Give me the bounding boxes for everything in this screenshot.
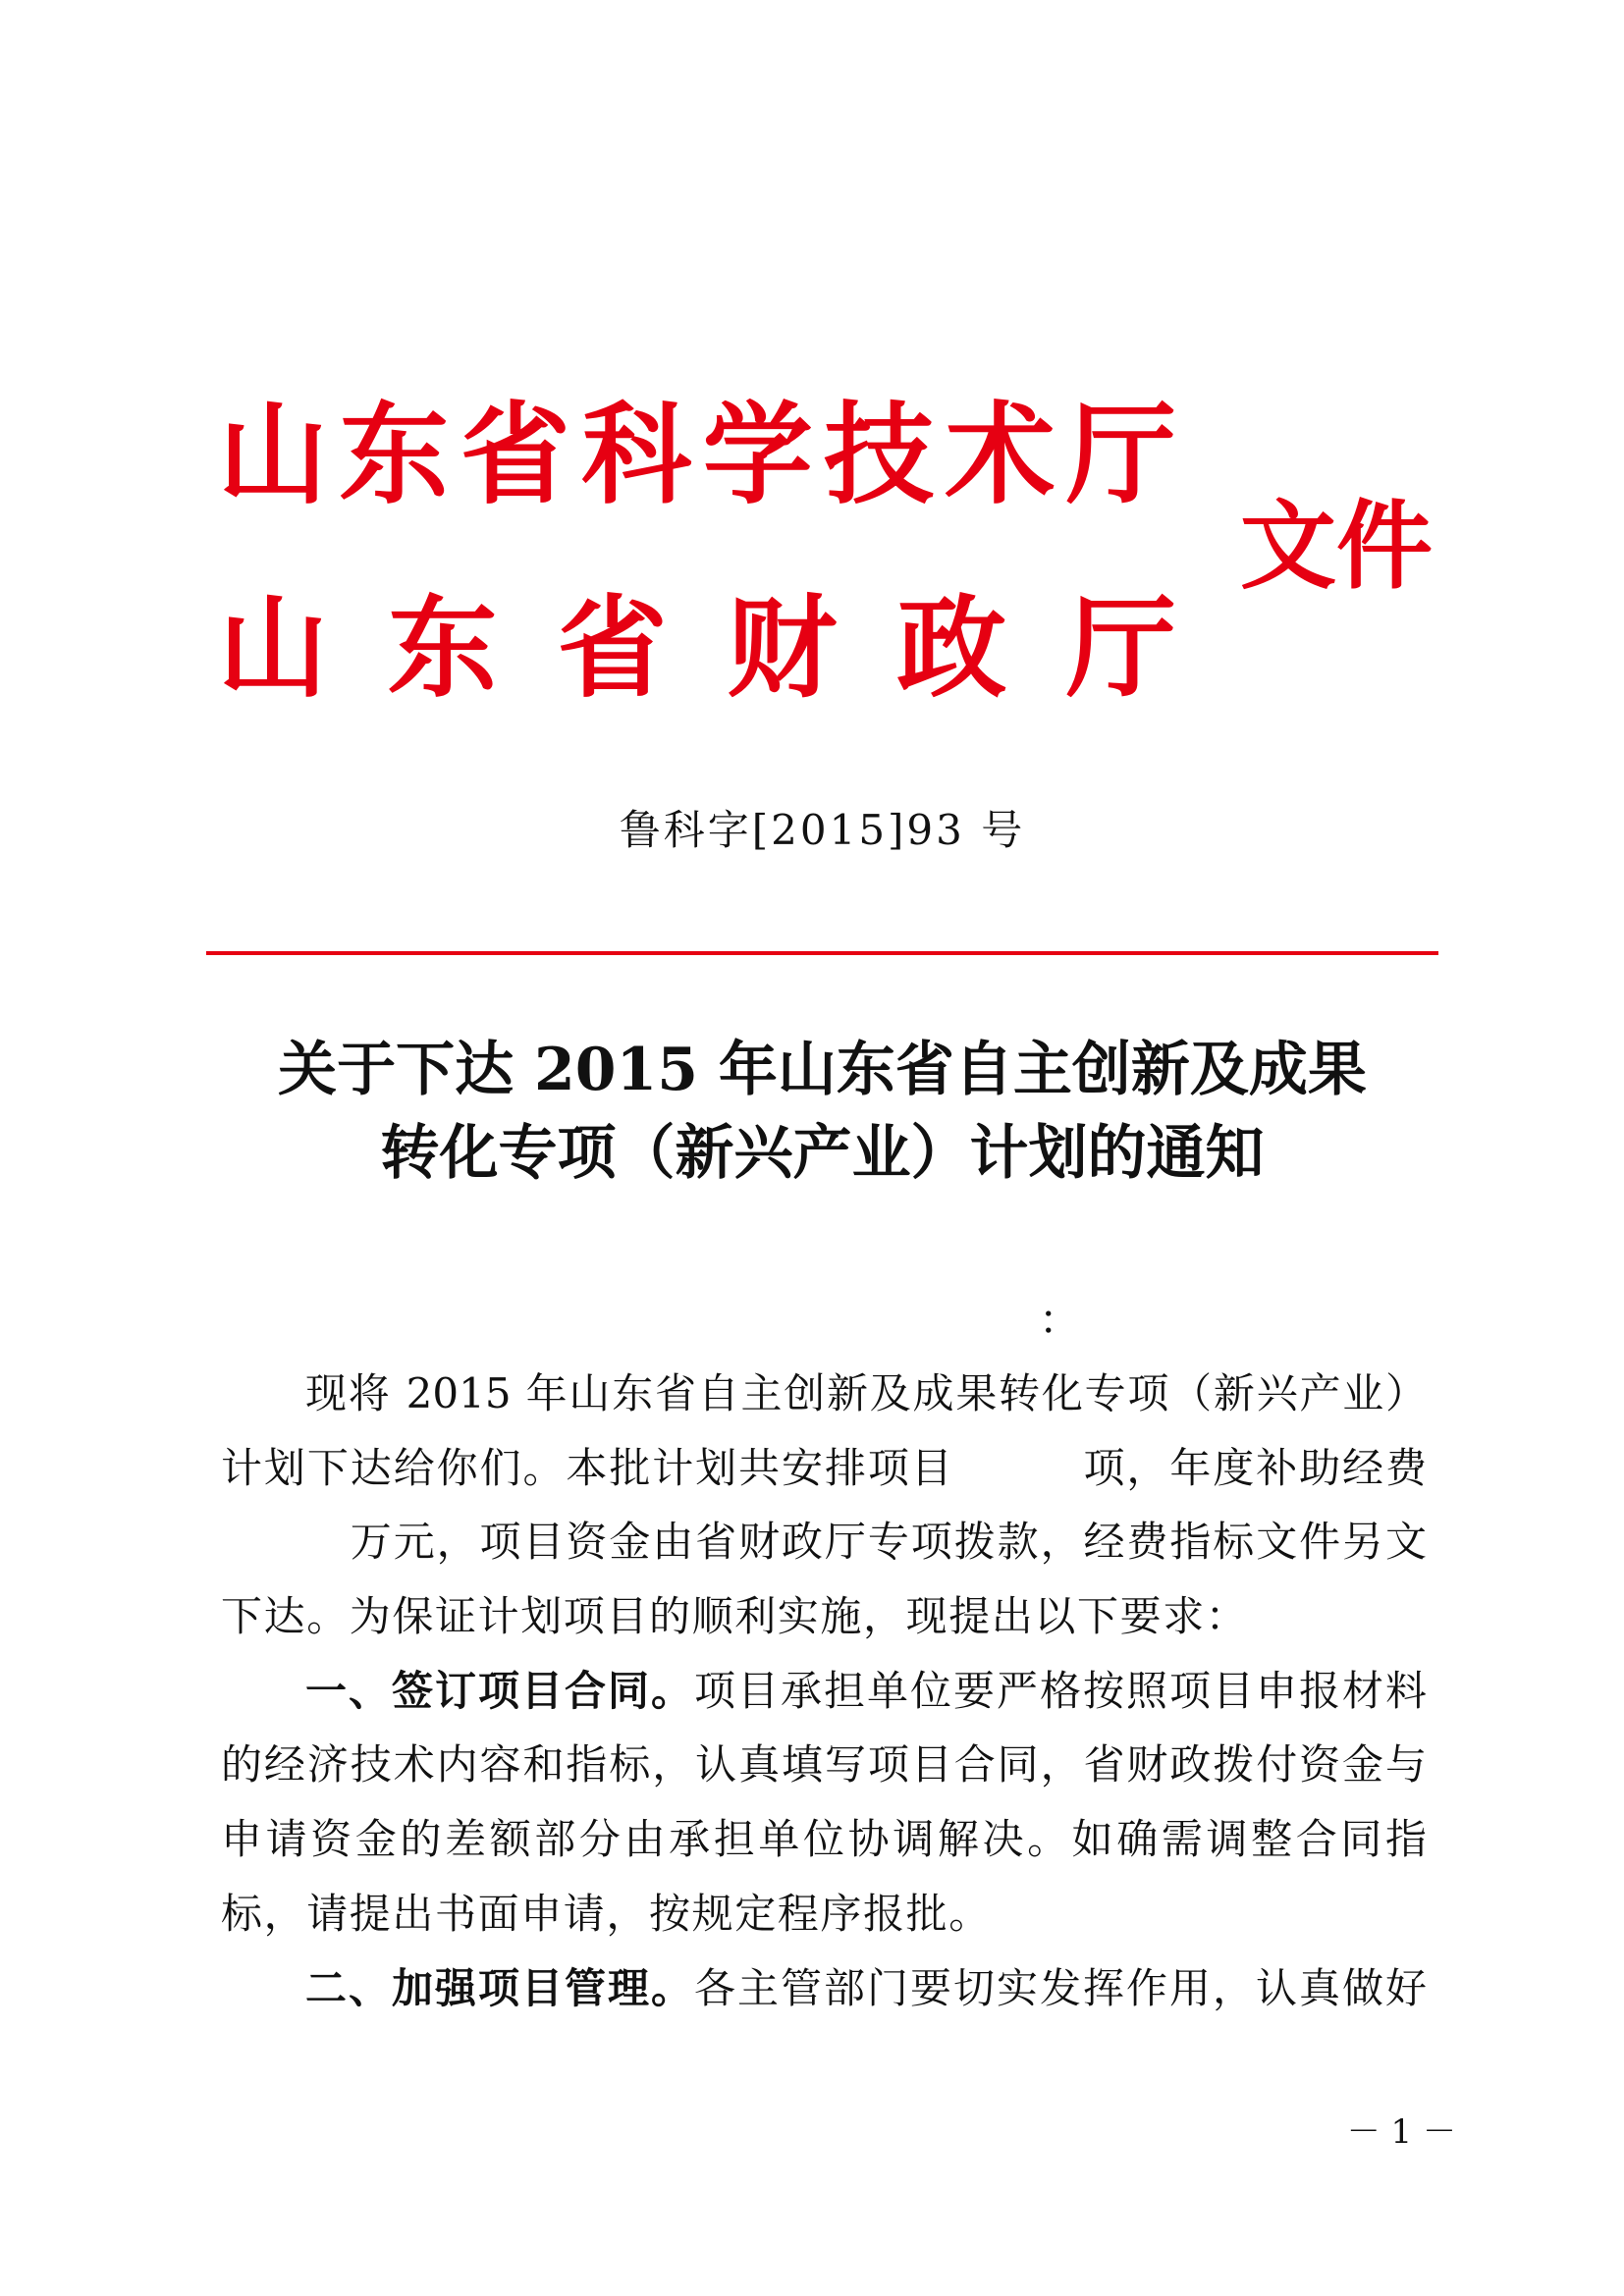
org-char: 东	[339, 391, 450, 519]
org-char: 厅	[1065, 391, 1176, 519]
body-line: 申请资金的差额部分由承担单位协调解决。如确需调整合同指	[221, 1815, 1427, 1864]
section-2-text: 各主管部门要切实发挥作用，认真做好	[694, 1963, 1427, 2012]
org-char: 术	[945, 391, 1056, 519]
org-char: 政	[896, 584, 1007, 713]
document-title	[206, 1029, 1438, 1196]
body-line: 标，请提出书面申请，按规定程序报批。	[221, 1889, 992, 1938]
page-number: － 1 －	[1346, 2112, 1456, 2152]
document-body	[221, 1357, 1427, 2025]
org-char: 山	[218, 584, 328, 713]
document-word: 文件	[1240, 490, 1434, 603]
org-char: 省	[557, 584, 668, 713]
body-line: 万元，项目资金由省财政厅专项拨款，经费指标文件另文	[221, 1518, 1427, 1567]
body-line: 的经济技术内容和指标，认真填写项目合同，省财政拨付资金与	[221, 1740, 1427, 1789]
title-line-2: 转化专项（新兴产业）计划的通知	[380, 1119, 1265, 1188]
body-line: 现将 2015 年山东省自主创新及成果转化专项（新兴产业）	[305, 1369, 1427, 1417]
body-line: 计划下达给你们。本批计划共安排项目 项，年度补助经费	[221, 1443, 1427, 1492]
red-separator-rule	[206, 951, 1438, 955]
title-line-1: 关于下达 2015 年山东省自主创新及成果	[278, 1036, 1367, 1104]
org-char: 东	[387, 584, 498, 713]
recipient-colon: ：	[1039, 1296, 1081, 1344]
org-char: 科	[581, 391, 692, 519]
org-char: 学	[702, 391, 813, 519]
org-char: 财	[727, 584, 838, 713]
body-line: 下达。为保证计划项目的顺利实施，现提出以下要求：	[221, 1592, 1249, 1641]
org-char: 厅	[1065, 584, 1176, 713]
section-2-heading: 二、加强项目管理。	[305, 1963, 694, 2012]
section-1-first-line	[221, 1654, 1427, 1729]
issuing-org-line-2	[218, 584, 1176, 713]
issuing-org-line-1	[218, 391, 1176, 519]
org-char: 山	[218, 391, 328, 519]
section-1-heading: 一、签订项目合同。	[305, 1666, 694, 1715]
document-number: 鲁科字[2015]93 号	[619, 806, 1026, 854]
section-1-text: 项目承担单位要严格按照项目申报材料	[694, 1666, 1427, 1715]
org-char: 省	[460, 391, 570, 519]
org-char: 技	[824, 391, 935, 519]
section-2-first-line	[221, 1951, 1427, 2026]
